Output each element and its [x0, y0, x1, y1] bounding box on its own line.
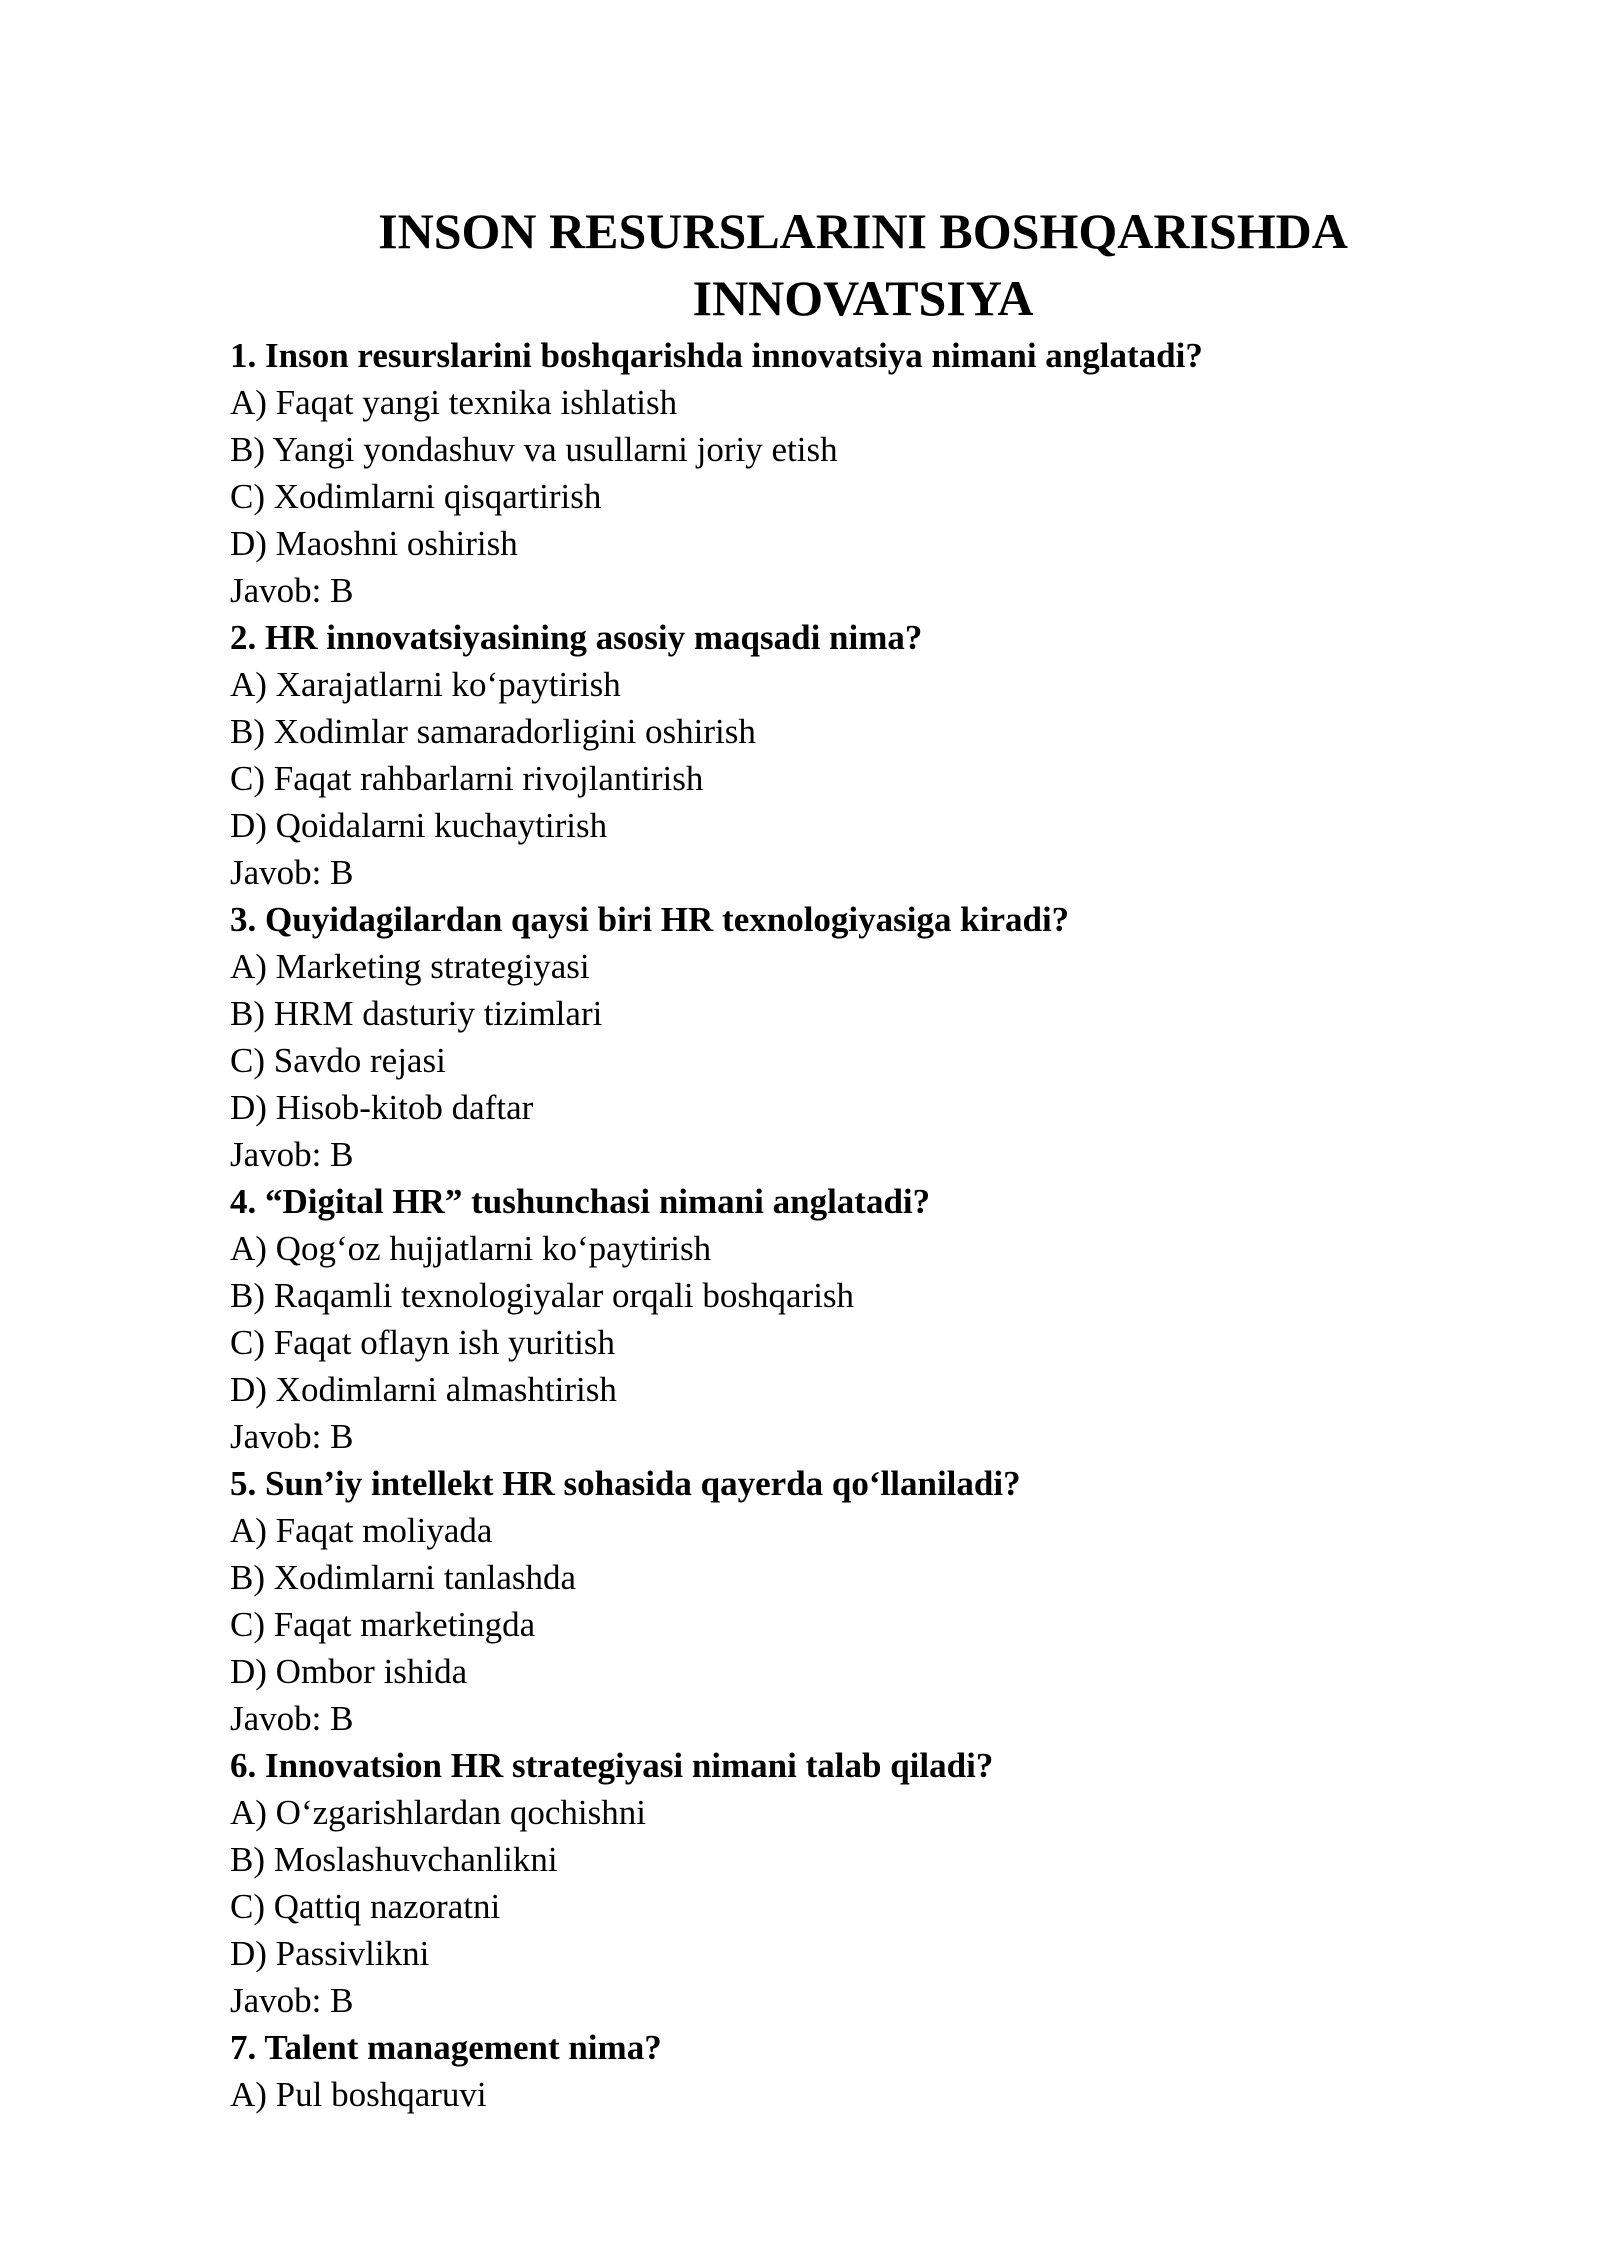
quiz-content [230, 332, 1480, 2118]
answer-option: C) Qattiq nazoratni [230, 1887, 501, 1926]
question-text: 5. Sun’iy intellekt HR sohasida qayerda qo‘llaniladi? [230, 1464, 1021, 1503]
answer-option: A) Faqat moliyada [230, 1511, 493, 1550]
answer-option: B) Raqamli texnologiyalar orqali boshqarish [230, 1276, 855, 1315]
title-line-1: INSON RESURSLARINI BOSHQARISHDA [378, 203, 1348, 259]
document-title [0, 198, 1600, 332]
answer-option: C) Faqat rahbarlarni rivojlantirish [230, 759, 704, 798]
question-text: 4. “Digital HR” tushunchasi nimani anglatadi? [230, 1182, 931, 1221]
answer-option: A) Faqat yangi texnika ishlatish [230, 383, 678, 422]
answer-option: D) Qoidalarni kuchaytirish [230, 806, 608, 845]
answer-option: B) Xodimlar samaradorligini oshirish [230, 712, 756, 751]
question-text: 7. Talent management nima? [230, 2028, 662, 2067]
answer-option: C) Savdo rejasi [230, 1041, 446, 1080]
correct-answer: Javob: B [230, 853, 354, 892]
correct-answer: Javob: B [230, 571, 354, 610]
answer-option: B) Moslashuvchanlikni [230, 1840, 558, 1879]
correct-answer: Javob: B [230, 1417, 354, 1456]
answer-option: A) Pul boshqaruvi [230, 2075, 487, 2114]
question-text: 2. HR innovatsiyasining asosiy maqsadi nima? [230, 618, 923, 657]
answer-option: A) Qog‘oz hujjatlarni ko‘paytirish [230, 1229, 712, 1268]
answer-option: A) Marketing strategiyasi [230, 947, 590, 986]
answer-option: B) HRM dasturiy tizimlari [230, 994, 603, 1033]
correct-answer: Javob: B [230, 1981, 354, 2020]
answer-option: C) Xodimlarni qisqartirish [230, 477, 602, 516]
answer-option: D) Xodimlarni almashtirish [230, 1370, 617, 1409]
correct-answer: Javob: B [230, 1699, 354, 1738]
title-line-2: INNOVATSIYA [692, 270, 1034, 326]
answer-option: D) Passivlikni [230, 1934, 430, 1973]
answer-option: B) Yangi yondashuv va usullarni joriy etish [230, 430, 838, 469]
answer-option: B) Xodimlarni tanlashda [230, 1558, 577, 1597]
answer-option: D) Maoshni oshirish [230, 524, 518, 563]
question-text: 3. Quyidagilardan qaysi biri HR texnologiyasiga kiradi? [230, 900, 1070, 939]
answer-option: C) Faqat oflayn ish yuritish [230, 1323, 615, 1362]
answer-option: D) Ombor ishida [230, 1652, 468, 1691]
answer-option: C) Faqat marketingda [230, 1605, 536, 1644]
correct-answer: Javob: B [230, 1135, 354, 1174]
answer-option: A) O‘zgarishlardan qochishni [230, 1793, 646, 1832]
question-text: 1. Inson resurslarini boshqarishda innovatsiya nimani anglatadi? [230, 336, 1203, 375]
answer-option: D) Hisob-kitob daftar [230, 1088, 534, 1127]
answer-option: A) Xarajatlarni ko‘paytirish [230, 665, 621, 704]
question-text: 6. Innovatsion HR strategiyasi nimani talab qiladi? [230, 1746, 994, 1785]
